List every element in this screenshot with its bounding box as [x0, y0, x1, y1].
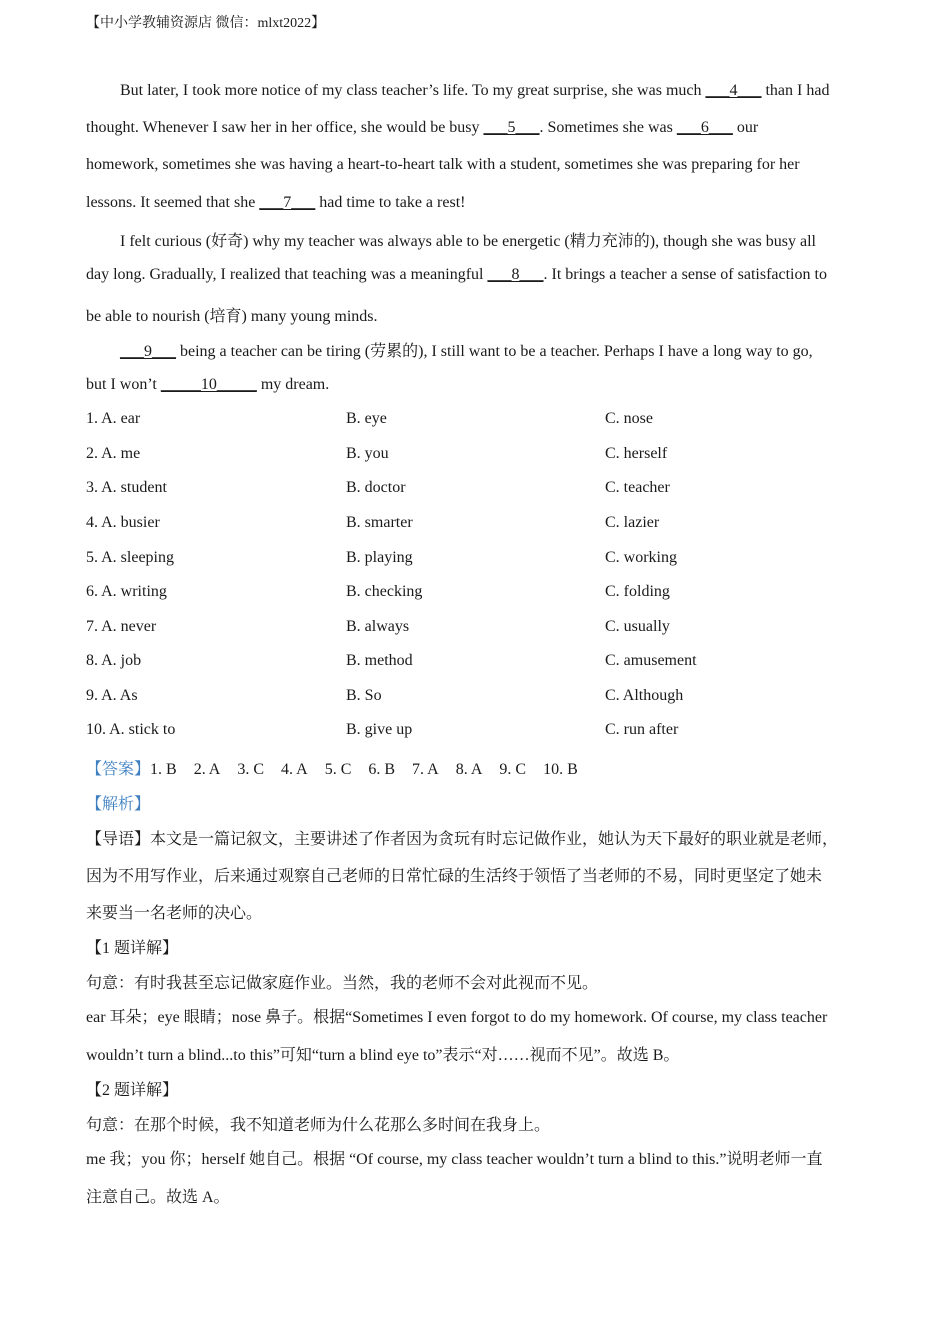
blank-5: ___5___	[483, 119, 540, 136]
blank-10: _____10_____	[160, 376, 257, 393]
passage-line: I felt curious (好奇) why my teacher was always able to be energetic (精力充沛的), though she was busy all	[120, 233, 816, 250]
option-a: 2. A. me	[86, 445, 141, 462]
option-a: 4. A. busier	[86, 514, 160, 531]
option-b: B. doctor	[346, 479, 406, 496]
passage-text: being a teacher can be tiring (劳累的), I still want to be a teacher. Perhaps I have a long way to go,	[176, 343, 813, 360]
answer-line	[86, 756, 595, 779]
passage-line	[86, 119, 758, 137]
q1-explanation: ear 耳朵；eye 眼睛；nose 鼻子。根据“Sometimes I even forgot to do my homework. Of course, my class teacher	[86, 1009, 828, 1026]
passage-line	[86, 82, 829, 100]
q1-meaning: 句意：有时我甚至忘记做家庭作业。当然，我的老师不会对此视而不见。	[86, 975, 599, 992]
guide-line: 因为不用写作业，后来通过观察自己老师的日常忙碌的生活终于领悟了当老师的不易，同时更坚定了她未	[86, 868, 823, 885]
option-b: B. method	[346, 652, 413, 669]
passage-text: . Sometimes she was	[539, 119, 677, 136]
passage-text: my dream.	[256, 376, 330, 393]
option-a: 8. A. job	[86, 652, 142, 669]
option-b: B. you	[346, 445, 389, 462]
q2-explanation: 注意自己。故选 A。	[86, 1189, 230, 1206]
guide-line: 来要当一名老师的决心。	[86, 905, 263, 922]
passage-text: our	[732, 119, 759, 136]
blank-6: ___6___	[676, 119, 733, 136]
page-header: 【中小学教辅资源店 微信：mlxt2022】	[86, 16, 326, 31]
q1-explanation: wouldn’t turn a blind...to this”可知“turn a blind eye to”表示“对……视而不见”。故选 B。	[86, 1047, 680, 1064]
passage-line	[86, 338, 813, 361]
option-a: 10. A. stick to	[86, 721, 176, 738]
option-c: C. run after	[605, 721, 679, 738]
blank-9: ___9___	[120, 343, 176, 360]
passage-text: day long. Gradually, I realized that teaching was a meaningful	[86, 266, 488, 283]
q1-title: 【1 题详解】	[86, 940, 179, 957]
option-c: C. amusement	[605, 652, 697, 669]
answer-item: 10. B	[543, 761, 578, 778]
option-c: C. teacher	[605, 479, 670, 496]
option-c: C. Although	[605, 687, 684, 704]
option-b: B. always	[346, 618, 410, 635]
guide-line: 【导语】本文是一篇记叙文，主要讲述了作者因为贪玩有时忘记做作业，她认为天下最好的职业就是老师，	[86, 831, 839, 848]
passage-line	[86, 194, 465, 212]
option-a: 5. A. sleeping	[86, 549, 174, 566]
option-c: C. folding	[605, 583, 670, 600]
answer-item: 4. A	[281, 761, 308, 778]
blank-4: ___4___	[705, 82, 762, 99]
option-b: B. give up	[346, 721, 413, 738]
passage-text: lessons. It seemed that she	[86, 194, 260, 211]
analysis-label: 【解析】	[86, 796, 151, 813]
answer-item: 2. A	[193, 761, 221, 778]
option-c: C. lazier	[605, 514, 660, 531]
answer-label: 【答案】	[86, 761, 151, 778]
answer-item: 7. A	[412, 761, 439, 778]
answer-item: 5. C	[324, 761, 352, 778]
option-b: B. playing	[346, 549, 413, 566]
passage-text: thought. Whenever I saw her in her office, she would be busy	[86, 119, 484, 136]
answer-item: 3. C	[237, 761, 265, 778]
option-a: 7. A. never	[86, 618, 157, 635]
answer-item: 1. B	[150, 761, 177, 778]
answer-item: 6. B	[368, 761, 396, 778]
answer-item: 8. A	[455, 761, 483, 778]
option-a: 9. A. As	[86, 687, 138, 704]
option-c: C. nose	[605, 410, 653, 427]
option-b: B. eye	[346, 410, 387, 427]
blank-8: ___8___	[487, 266, 544, 283]
passage-text: But later, I took more notice of my class teacher’s life. To my great surprise, she was much	[120, 82, 706, 99]
passage-text: . It brings a teacher a sense of satisfaction to	[543, 266, 827, 283]
passage-text: but I won’t	[86, 376, 161, 393]
option-b: B. So	[346, 687, 382, 704]
passage-text: than I had	[761, 82, 830, 99]
option-a: 1. A. ear	[86, 410, 141, 427]
option-c: C. working	[605, 549, 677, 566]
answer-item: 9. C	[499, 761, 527, 778]
option-a: 3. A. student	[86, 479, 167, 496]
passage-line: be able to nourish (培育) many young minds.	[86, 308, 378, 325]
option-b: B. checking	[346, 583, 423, 600]
q2-meaning: 句意：在那个时候，我不知道老师为什么花那么多时间在我身上。	[86, 1117, 551, 1134]
blank-7: ___7___	[259, 194, 316, 211]
option-c: C. usually	[605, 618, 670, 635]
passage-line: homework, sometimes she was having a heart-to-heart talk with a student, sometimes she was preparing for her	[86, 156, 800, 173]
option-a: 6. A. writing	[86, 583, 167, 600]
passage-text: had time to take a rest!	[315, 194, 466, 211]
option-b: B. smarter	[346, 514, 413, 531]
option-c: C. herself	[605, 445, 668, 462]
q2-title: 【2 题详解】	[86, 1082, 179, 1099]
passage-line	[86, 266, 827, 284]
passage-line	[86, 376, 329, 394]
q2-explanation: me 我；you 你；herself 她自己。根据 “Of course, my class teacher wouldn’t turn a blind to this.”说明老师一直	[86, 1151, 823, 1168]
